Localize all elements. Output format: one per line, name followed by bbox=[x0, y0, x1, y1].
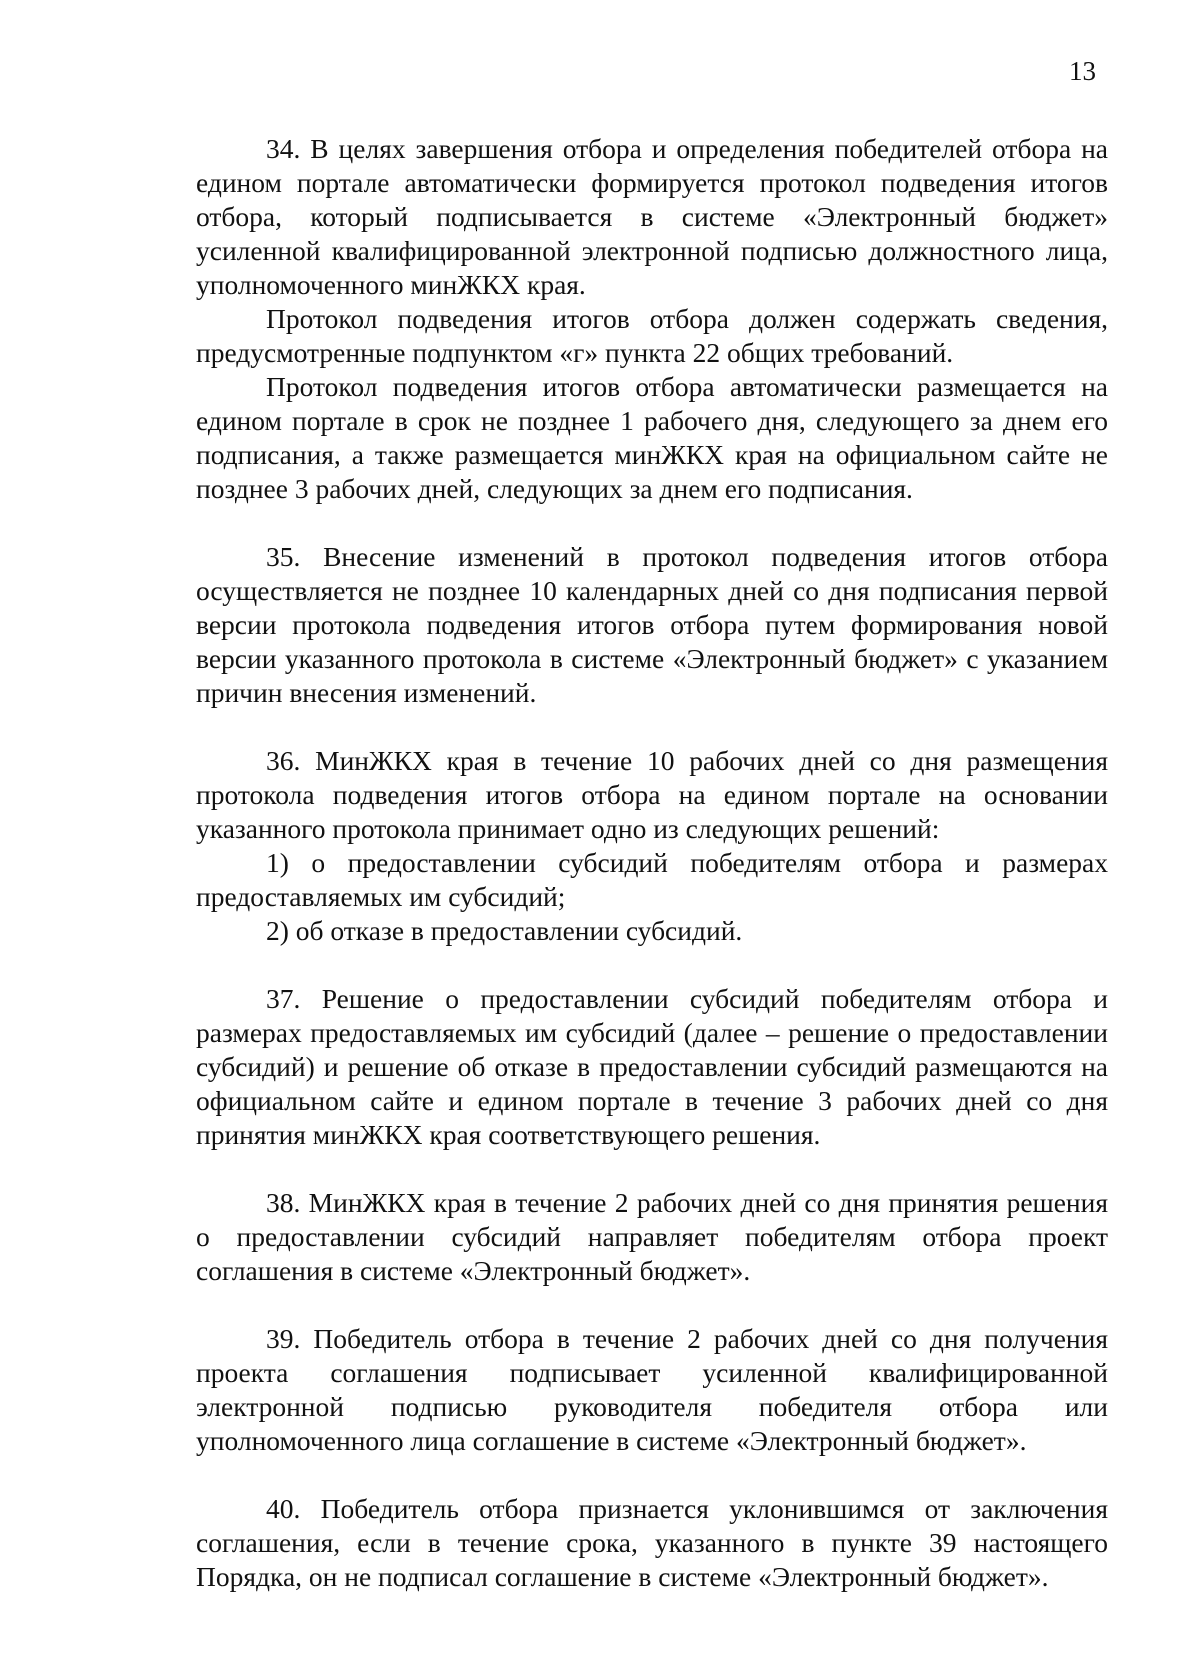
paragraph: 38. МинЖКХ края в течение 2 рабочих дней со дня принятия решения о предоставлении субсидий направляет победителям отбора проект соглашения в системе «Электронный бюджет». bbox=[196, 1187, 1108, 1286]
list-item: 2) об отказе в предоставлении субсидий. bbox=[266, 915, 743, 946]
document-body bbox=[196, 132, 1108, 1628]
page-number: 13 bbox=[1069, 56, 1096, 86]
paragraph: Протокол подведения итогов отбора автоматически размещается на едином портале в срок не позднее 1 рабочего дня, следующего за днем его подписания, а также размещается минЖКХ края на официальном сайте не позднее 3 рабочих дней, следующих за днем его подписания. bbox=[196, 371, 1108, 504]
list-item: 1) о предоставлении субсидий победителям отбора и размерах предоставляемых им субсидий; bbox=[196, 847, 1108, 912]
paragraph: Протокол подведения итогов отбора должен содержать сведения, предусмотренные подпунктом «г» пункта 22 общих требований. bbox=[196, 303, 1108, 368]
section-38 bbox=[196, 1186, 1108, 1288]
paragraph: 40. Победитель отбора признается уклонившимся от заключения соглашения, если в течение срока, указанного в пункте 39 настоящего Порядка, он не подписал соглашение в системе «Электронный бюджет». bbox=[196, 1493, 1108, 1592]
paragraph: 39. Победитель отбора в течение 2 рабочих дней со дня получения проекта соглашения подписывает усиленной квалифицированной электронной подписью руководителя победителя отбора или уполномоченного лица соглашение в системе «Электронный бюджет». bbox=[196, 1323, 1108, 1456]
section-35 bbox=[196, 540, 1108, 710]
section-36 bbox=[196, 744, 1108, 948]
paragraph: 37. Решение о предоставлении субсидий победителям отбора и размерах предоставляемых им субсидий (далее – решение о предоставлении субсидий) и решение об отказе в предоставлении субсидий размещаются на официальном сайте и едином портале в течение 3 рабочих дней со дня принятия минЖКХ края соответствующего решения. bbox=[196, 983, 1108, 1150]
section-34 bbox=[196, 132, 1108, 506]
section-40 bbox=[196, 1492, 1108, 1594]
paragraph: 34. В целях завершения отбора и определения победителей отбора на едином портале автоматически формируется протокол подведения итогов отбора, который подписывается в системе «Электронный бюджет» усиленной квалифицированной электронной подписью должностного лица, уполномоченного минЖКХ края. bbox=[196, 133, 1108, 300]
section-37 bbox=[196, 982, 1108, 1152]
paragraph: 36. МинЖКХ края в течение 10 рабочих дней со дня размещения протокола подведения итогов отбора на едином портале на основании указанного протокола принимает одно из следующих решений: bbox=[196, 745, 1108, 844]
paragraph: 35. Внесение изменений в протокол подведения итогов отбора осуществляется не позднее 10 календарных дней со дня подписания первой версии протокола подведения итогов отбора путем формирования новой версии указанного протокола в системе «Электронный бюджет» с указанием причин внесения изменений. bbox=[196, 541, 1108, 708]
section-39 bbox=[196, 1322, 1108, 1458]
